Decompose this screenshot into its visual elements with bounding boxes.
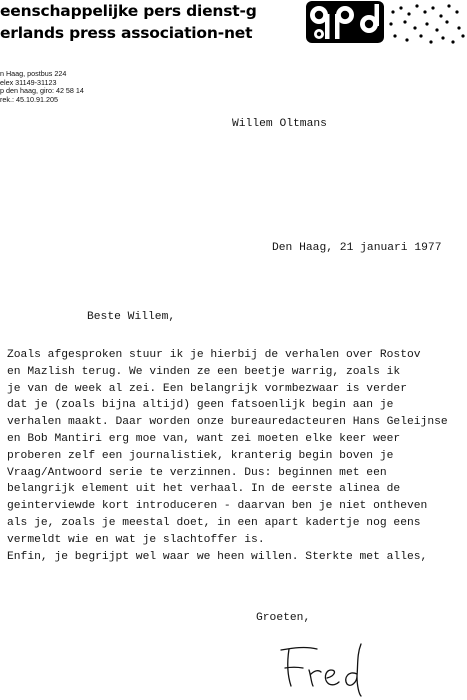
body-line: Zoals afgesproken stuur ik je hierbij de verhalen over Rostov bbox=[7, 349, 421, 361]
body-line: en Bob Mantiri erg moe van, want zei moeten elke keer weer bbox=[7, 432, 401, 445]
address-line: n Haag, postbus 224 bbox=[0, 69, 67, 78]
body-line: proberen zelf een journalistiek, kranterig begin boven je bbox=[7, 449, 394, 462]
handwritten-signature bbox=[275, 640, 385, 698]
letter-body bbox=[7, 347, 467, 565]
letterhead-line-2: erlands press association-net bbox=[0, 24, 253, 42]
body-line: verhalen maakt. Daar worden onze bureauredacteuren Hans Geleijnse bbox=[7, 416, 448, 429]
addressee: Willem Oltmans bbox=[232, 118, 327, 130]
gpd-logo bbox=[305, 0, 385, 44]
address-line: p den haag, giro: 42 58 14 bbox=[0, 86, 84, 96]
body-line: Enfin, je begrijpt wel waar we heen willen. Sterkte met alles, bbox=[7, 550, 428, 563]
address-line: rek.: 45.10.91.205 bbox=[0, 94, 58, 104]
body-line: en Mazlish terug. We vinden ze een beetje warrig, zoals ik bbox=[7, 365, 401, 378]
body-line: dat je (zoals bijna altijd) geen fatsoenlijk begin aan je bbox=[7, 399, 394, 412]
dot-pattern-decoration bbox=[387, 2, 467, 46]
letterhead-address bbox=[0, 70, 84, 104]
body-line: geinterviewde kort introduceren - daarvan ben je niet ontheven bbox=[7, 500, 428, 513]
letterhead-line-1: eenschappelijke pers dienst-g bbox=[0, 2, 257, 20]
body-line: je van de week al zei. Een belangrijk vormbezwaar is verder bbox=[7, 382, 407, 395]
body-line: vermeldt wie en wat je slachtoffer is. bbox=[7, 533, 265, 546]
body-line: als je, zoals je meestal doet, in een apart kadertje nog eens bbox=[7, 516, 421, 529]
closing: Groeten, bbox=[256, 612, 311, 624]
salutation: Beste Willem, bbox=[87, 311, 176, 323]
letter-date: Den Haag, 21 januari 1977 bbox=[272, 242, 442, 254]
body-line: Vraag/Antwoord serie te verzinnen. Dus: beginnen met een bbox=[7, 466, 387, 479]
body-line: belangrijk element uit het verhaal. In de eerste alinea de bbox=[7, 483, 401, 496]
address-line: elex 31149-31123 bbox=[0, 77, 57, 87]
